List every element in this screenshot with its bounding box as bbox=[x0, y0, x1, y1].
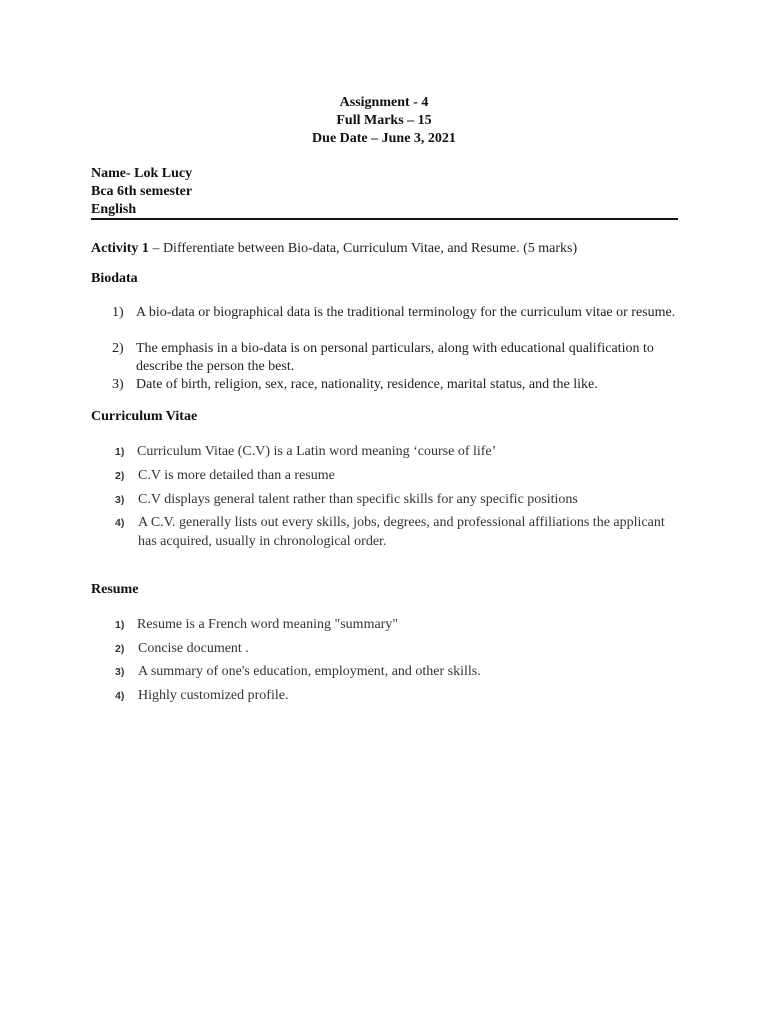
student-name: Name- Lok Lucy bbox=[91, 166, 193, 181]
due-date: Due Date – June 3, 2021 bbox=[312, 131, 456, 146]
list-item-number: 1) bbox=[112, 305, 124, 320]
list-item: A summary of one's education, employment, and other skills. bbox=[138, 664, 481, 679]
list-item-number: 2) bbox=[115, 470, 125, 482]
list-item: Resume is a French word meaning "summary" bbox=[137, 617, 399, 632]
list-item: The emphasis in a bio-data is on personal particulars, along with educational qualification to describe the person the best. bbox=[136, 341, 654, 374]
list-item-number: 3) bbox=[112, 377, 124, 392]
list-item: Curriculum Vitae (C.V) is a Latin word meaning ‘course of life’ bbox=[137, 444, 497, 459]
activity-text: – Differentiate between Bio-data, Curriculum Vitae, and Resume. (5 marks) bbox=[148, 241, 578, 256]
list-item-number: 3) bbox=[115, 666, 125, 678]
list-item-number: 3) bbox=[115, 494, 125, 506]
assignment-title: Assignment - 4 bbox=[339, 95, 429, 110]
cv-heading: Curriculum Vitae bbox=[91, 409, 198, 424]
resume-heading: Resume bbox=[91, 582, 139, 597]
list-item: A bio-data or biographical data is the traditional terminology for the curriculum vitae or resume. bbox=[136, 305, 676, 320]
biodata-heading: Biodata bbox=[91, 271, 138, 286]
list-item-number: 1) bbox=[115, 446, 125, 458]
list-item-number: 2) bbox=[115, 643, 125, 655]
list-item: Highly customized profile. bbox=[138, 688, 289, 703]
student-course: Bca 6th semester bbox=[91, 184, 193, 199]
full-marks: Full Marks – 15 bbox=[336, 113, 432, 128]
list-item-number: 4) bbox=[115, 690, 125, 702]
list-item: C.V displays general talent rather than specific skills for any specific positions bbox=[138, 492, 578, 507]
list-item: A C.V. generally lists out every skills, jobs, degrees, and professional affiliations the applicant has acquired, usually in chronological order. bbox=[138, 515, 665, 549]
list-item-number: 1) bbox=[115, 619, 125, 631]
activity-label: Activity 1 bbox=[91, 241, 149, 256]
list-item: Concise document . bbox=[138, 641, 249, 656]
student-subject: English bbox=[91, 202, 137, 217]
list-item: C.V is more detailed than a resume bbox=[138, 468, 335, 483]
header-divider bbox=[91, 218, 678, 220]
activity-prompt bbox=[91, 241, 577, 257]
list-item-number: 4) bbox=[115, 517, 125, 529]
list-item-number: 2) bbox=[112, 341, 124, 356]
list-item: Date of birth, religion, sex, race, nationality, residence, marital status, and the like. bbox=[136, 377, 598, 392]
